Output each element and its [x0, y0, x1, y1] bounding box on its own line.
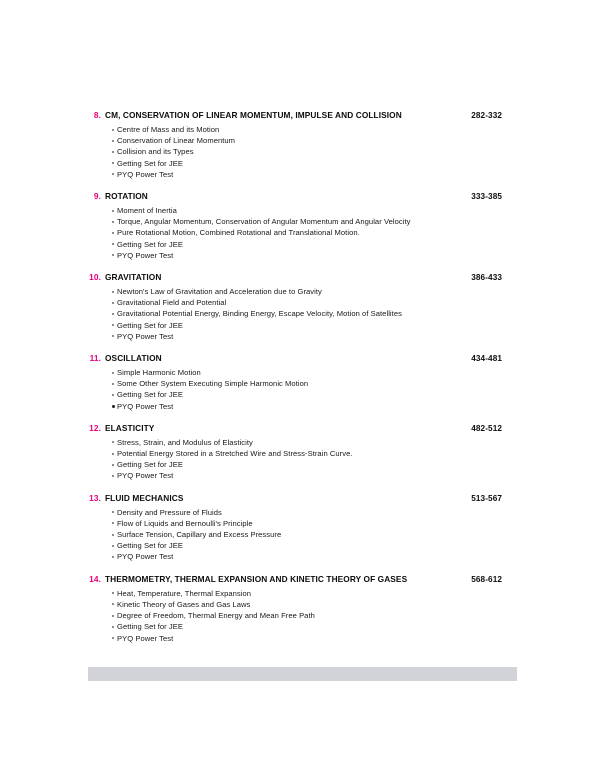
topic-label: Getting Set for JEE [117, 239, 183, 249]
bullet-square-icon [112, 221, 114, 223]
bullet-square-icon [112, 243, 114, 245]
topic-item[interactable] [112, 610, 502, 621]
topic-item[interactable] [112, 124, 502, 135]
chapter-number: 12. [89, 422, 101, 433]
chapter-number: 8. [93, 110, 101, 120]
chapter-topic-list [84, 588, 502, 644]
chapter-heading[interactable] [84, 573, 502, 586]
chapter-heading[interactable] [84, 492, 502, 505]
toc-chapter-entry[interactable] [84, 271, 502, 342]
chapter-heading[interactable] [84, 190, 502, 203]
topic-label: Getting Set for JEE [117, 460, 183, 470]
topic-item[interactable] [112, 588, 502, 599]
chapter-page-range: 434-481 [471, 354, 502, 364]
topic-label: Gravitational Potential Energy, Binding Energy, Escape Velocity, Motion of Satellites [117, 309, 402, 319]
topic-label: Moment of Inertia [117, 206, 177, 216]
bullet-square-icon [112, 335, 114, 337]
topic-item[interactable] [112, 331, 502, 342]
chapter-page-range: 333-385 [471, 192, 502, 202]
topic-item[interactable] [112, 250, 502, 261]
bullet-square-icon [112, 302, 114, 304]
topic-label: Getting Set for JEE [117, 158, 183, 168]
toc-chapter-entry[interactable] [84, 573, 502, 644]
chapter-page-range: 513-567 [471, 493, 502, 503]
bullet-square-icon [112, 254, 114, 256]
topic-label: Pure Rotational Motion, Combined Rotational and Translational Motion. [117, 228, 360, 238]
chapter-heading[interactable] [84, 352, 502, 365]
chapter-heading[interactable] [84, 271, 502, 284]
chapter-page-range: 568-612 [471, 574, 502, 584]
topic-label: Surface Tension, Capillary and Excess Pressure [117, 530, 282, 540]
topic-label: Some Other System Executing Simple Harmonic Motion [117, 379, 309, 389]
footer-decorative-bar [88, 667, 517, 681]
topic-item[interactable] [112, 286, 502, 297]
bullet-square-icon [112, 140, 114, 142]
bullet-square-icon [112, 173, 114, 175]
bullet-square-icon [112, 534, 114, 536]
topic-item[interactable] [112, 297, 502, 308]
topic-item[interactable] [112, 633, 502, 644]
topic-item[interactable] [112, 308, 502, 319]
topic-label: Getting Set for JEE [117, 320, 183, 330]
bullet-square-icon [112, 129, 114, 131]
topic-item[interactable] [112, 529, 502, 540]
bullet-square-icon [112, 313, 114, 315]
toc-chapter-entry[interactable] [84, 422, 502, 482]
topic-label: Collision and its Types [117, 147, 194, 157]
table-of-contents-list [84, 109, 502, 644]
topic-item[interactable] [112, 169, 502, 180]
topic-label: Newton's Law of Gravitation and Acceleration due to Gravity [117, 287, 322, 297]
bullet-square-icon [112, 441, 114, 443]
topic-item[interactable] [112, 239, 502, 250]
topic-label: Stress, Strain, and Modulus of Elasticity [117, 437, 253, 447]
topic-item[interactable] [112, 378, 502, 389]
topic-item[interactable] [112, 518, 502, 529]
chapter-title: OSCILLATION [105, 353, 162, 364]
chapter-topic-list [84, 507, 502, 563]
topic-label: Gravitational Field and Potential [117, 298, 227, 308]
bullet-square-icon [112, 453, 114, 455]
bullet-square-icon [112, 372, 114, 374]
chapter-page-range: 386-433 [471, 273, 502, 283]
chapter-page-range: 482-512 [471, 423, 502, 433]
chapter-topic-list [84, 205, 502, 261]
topic-item[interactable] [112, 448, 502, 459]
bullet-square-icon [112, 291, 114, 293]
bullet-square-icon [112, 511, 114, 513]
bullet-square-icon [112, 603, 114, 605]
chapter-heading[interactable] [84, 109, 502, 122]
topic-label: Kinetic Theory of Gases and Gas Laws [117, 599, 251, 609]
topic-label: Density and Pressure of Fluids [117, 507, 222, 517]
chapter-topic-list [84, 367, 502, 412]
topic-item[interactable] [112, 599, 502, 610]
topic-label: Torque, Angular Momentum, Conservation of Angular Momentum and Angular Velocity [117, 217, 411, 227]
toc-chapter-entry[interactable] [84, 492, 502, 563]
topic-item[interactable] [112, 367, 502, 378]
bullet-square-icon [112, 151, 114, 153]
chapter-topic-list [84, 437, 502, 482]
topic-label: Simple Harmonic Motion [117, 368, 201, 378]
bullet-square-icon [112, 232, 114, 234]
topic-label: Flow of Liquids and Bernoulli's Principle [117, 518, 253, 528]
topic-label: PYQ Power Test [117, 250, 174, 260]
toc-chapter-entry[interactable] [84, 352, 502, 412]
topic-item[interactable] [112, 621, 502, 632]
bullet-square-icon [112, 637, 114, 639]
chapter-page-range: 282-332 [471, 111, 502, 120]
topic-label: PYQ Power Test [117, 169, 174, 179]
bullet-square-icon [112, 626, 114, 628]
chapter-number: 13. [89, 492, 101, 503]
bullet-square-icon [112, 556, 114, 558]
topic-label: Heat, Temperature, Thermal Expansion [117, 588, 252, 598]
topic-label: Getting Set for JEE [117, 541, 183, 551]
topic-label: Degree of Freedom, Thermal Energy and Mean Free Path [117, 611, 315, 621]
topic-label: PYQ Power Test [117, 331, 174, 341]
topic-label: Centre of Mass and its Motion [117, 125, 220, 134]
chapter-number: 14. [89, 573, 101, 584]
chapter-topic-list [84, 124, 502, 180]
toc-chapter-entry[interactable] [84, 109, 502, 180]
chapter-heading[interactable] [84, 422, 502, 435]
topic-label: PYQ Power Test [117, 552, 174, 562]
topic-item[interactable] [112, 459, 502, 470]
bullet-square-icon [112, 615, 114, 617]
bullet-square-icon [112, 162, 114, 164]
topic-item[interactable] [112, 507, 502, 518]
topic-item[interactable] [112, 551, 502, 562]
bullet-square-icon [112, 210, 114, 212]
chapter-number: 11. [89, 353, 101, 364]
topic-item[interactable] [112, 437, 502, 448]
chapter-title: CM, CONSERVATION OF LINEAR MOMENTUM, IMPULSE AND COLLISION [105, 110, 402, 120]
topic-item[interactable] [112, 158, 502, 169]
chapter-number: 10. [89, 272, 101, 283]
bullet-square-icon [112, 464, 114, 466]
topic-label: PYQ Power Test [117, 633, 174, 643]
chapter-title: THERMOMETRY, THERMAL EXPANSION AND KINETIC THEORY OF GASES [105, 573, 408, 584]
topic-item[interactable] [112, 135, 502, 146]
bullet-square-icon [112, 592, 114, 594]
topic-item[interactable] [112, 146, 502, 157]
topic-item[interactable] [112, 205, 502, 216]
bullet-square-icon [112, 522, 114, 524]
chapter-topic-list [84, 286, 502, 342]
bullet-square-icon [112, 324, 114, 326]
topic-label: Potential Energy Stored in a Stretched Wire and Stress-Strain Curve. [117, 449, 353, 459]
topic-item[interactable] [112, 320, 502, 331]
topic-label: Getting Set for JEE [117, 622, 183, 632]
chapter-title: ELASTICITY [105, 422, 155, 433]
topic-item[interactable] [112, 470, 502, 481]
bullet-square-icon [112, 394, 114, 396]
bullet-square-icon [112, 545, 114, 547]
topic-item[interactable] [112, 540, 502, 551]
toc-chapter-entry[interactable] [84, 190, 502, 261]
chapter-title: FLUID MECHANICS [105, 492, 184, 503]
chapter-number: 9. [93, 191, 101, 202]
bullet-square-icon [112, 383, 114, 385]
topic-item[interactable] [112, 389, 502, 400]
topic-label: Getting Set for JEE [117, 390, 183, 400]
topic-item[interactable] [112, 216, 502, 227]
bullet-square-icon [112, 475, 114, 477]
topic-item[interactable] [112, 401, 502, 412]
topic-item[interactable] [112, 227, 502, 238]
bullet-dot-icon [112, 405, 115, 408]
chapter-title: GRAVITATION [105, 272, 162, 283]
topic-label: PYQ Power Test [117, 471, 174, 481]
topic-label: Conservation of Linear Momentum [117, 136, 236, 146]
topic-label: PYQ Power Test [117, 401, 174, 411]
chapter-title: ROTATION [105, 191, 148, 202]
